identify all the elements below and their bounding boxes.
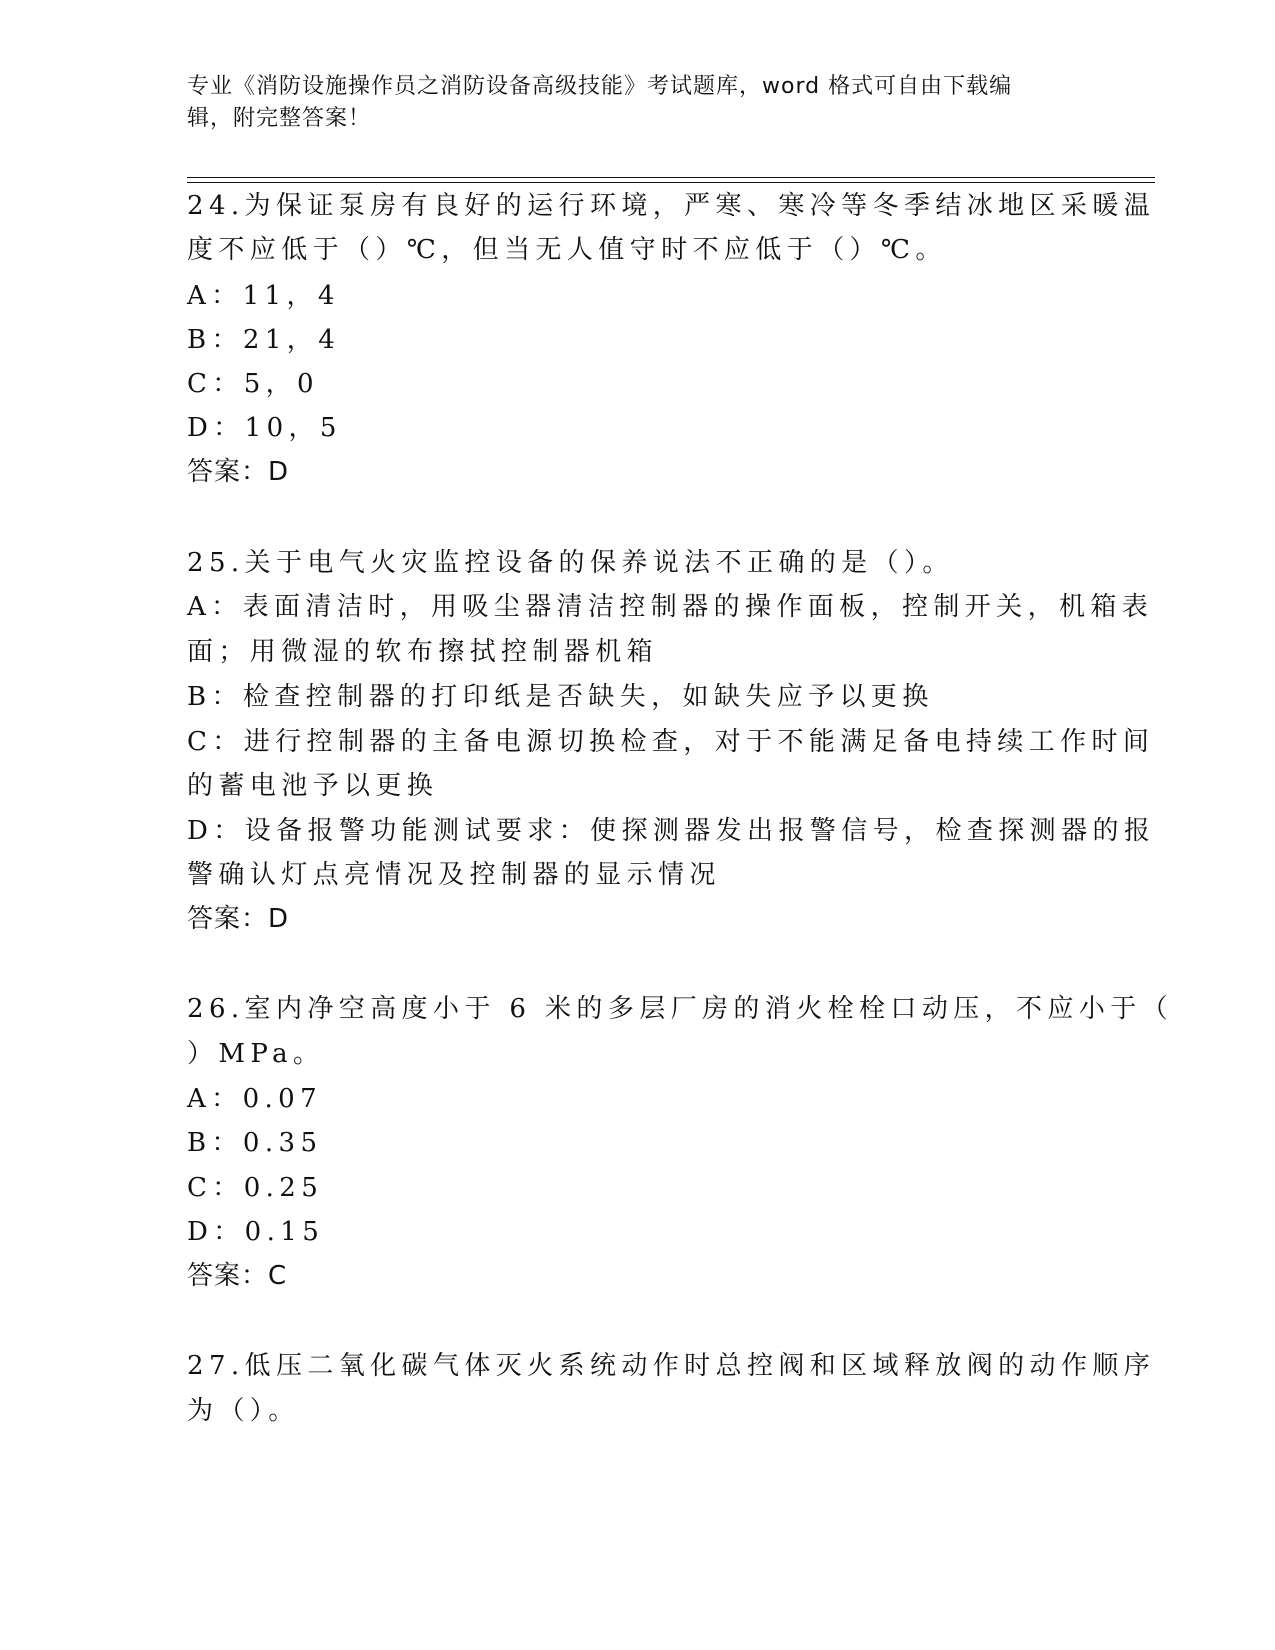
option-a: A：11，4 [187, 281, 340, 311]
answer: 答案：C [187, 1261, 288, 1291]
option-d: D：10，5 [187, 413, 342, 443]
option-d-continued: 警确认灯点亮情况及控制器的显示情况 [187, 860, 721, 890]
question-stem-line: 度不应低于（）℃，但当无人值守时不应低于（）℃。 [187, 235, 947, 265]
option-d: D：设备报警功能测试要求：使探测器发出报警信号，检查探测器的报 [187, 816, 1156, 846]
answer: 答案：D [187, 904, 290, 934]
question-stem-line: 为（）。 [187, 1396, 300, 1426]
question-stem-line: 24.为保证泵房有良好的运行环境，严寒、寒冷等冬季结冰地区采暖温 [187, 191, 1156, 221]
option-a: A：0.07 [187, 1084, 323, 1114]
option-c: C：5，0 [187, 369, 319, 399]
answer: 答案：D [187, 457, 290, 487]
header-line-2: 辑，附完整答案！ [187, 106, 372, 131]
question-stem-line: 26.室内净空高度小于 6 米的多层厂房的消火栓栓口动压，不应小于（ [187, 994, 1174, 1024]
option-c: C：0.25 [187, 1173, 324, 1203]
option-b: B：21，4 [187, 325, 341, 355]
option-a: A：表面清洁时，用吸尘器清洁控制器的操作面板，控制开关，机箱表 [187, 592, 1154, 622]
question-stem-line: ）MPa。 [187, 1039, 325, 1069]
option-c-continued: 的蓄电池予以更换 [187, 771, 439, 801]
question-stem-line: 27.低压二氧化碳气体灭火系统动作时总控阀和区域释放阀的动作顺序 [187, 1351, 1156, 1381]
header-text [187, 71, 1067, 135]
option-a-continued: 面；用微湿的软布擦拭控制器机箱 [187, 637, 659, 667]
option-c: C：进行控制器的主备电源切换检查，对于不能满足备电持续工作时间 [187, 727, 1155, 757]
question-stem-line: 25.关于电气火灾监控设备的保养说法不正确的是（）。 [187, 548, 954, 578]
header-divider-top [187, 177, 1155, 178]
option-b: B：0.35 [187, 1128, 323, 1158]
header-line-1: 专业《消防设施操作员之消防设备高级技能》考试题库，word 格式可自由下载编 [187, 74, 1013, 99]
header-divider-bottom [187, 182, 1155, 183]
option-d: D：0.15 [187, 1217, 325, 1247]
option-b: B：检查控制器的打印纸是否缺失，如缺失应予以更换 [187, 682, 934, 712]
